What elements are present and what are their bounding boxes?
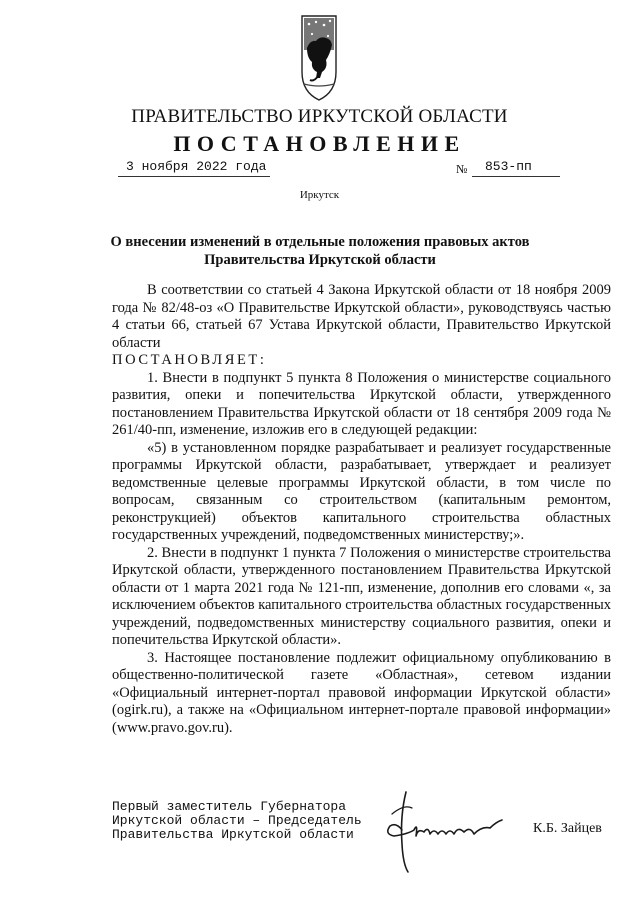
handwritten-signature xyxy=(378,786,508,876)
document-subject: О внесении изменений в отдельные положения правовых актов Правительства Иркутской области xyxy=(110,234,530,268)
date-underline xyxy=(118,176,270,177)
signer-position xyxy=(112,800,362,842)
signer-position-line: Первый заместитель Губернатора xyxy=(112,799,347,814)
item-1-paragraph: 1. Внести в подпункт 5 пункта 8 Положения о министерстве социального развития, опеки и попечительства Иркутской области, утвержденного постановлением Правительства Иркутской области от 18 сентября 2009 года № 261/40-пп, изменение, изложив его в следующей редакции: xyxy=(112,369,611,438)
coat-of-arms-emblem xyxy=(300,14,338,102)
city-name: Иркутск xyxy=(299,189,340,201)
item-3-paragraph: 3. Настоящее постановление подлежит официальному опубликованию в общественно-политической газете «Областная», сетевом издании «Официальный интернет-портал правовой информации Иркутской области» (ogirk.ru), а также на «Официальном интернет-портале правовой информации» (www.pravo.gov.ru). xyxy=(112,649,611,736)
document-date: 3 ноября 2022 года xyxy=(126,159,267,174)
document-number: 853-пп xyxy=(485,159,532,174)
document-body xyxy=(112,282,611,737)
item-2-paragraph: 2. Внести в подпункт 1 пункта 7 Положения о министерстве строительства Иркутской области, утвержденного постановлением Правительства Иркутской области от 1 марта 2021 года № 121-пп, изменение, дополнив его словами «, за исключением объектов капитального строительства областных государственных учреждений, подведомственных министерству социального развития, опеки и попечительства Иркутской области». xyxy=(112,544,611,648)
organization-name: ПРАВИТЕЛЬСТВО ИРКУТСКОЙ ОБЛАСТИ xyxy=(131,106,508,127)
number-underline xyxy=(472,176,560,177)
signer-position-line: Правительства Иркутской области xyxy=(112,827,354,842)
item-1-quote-paragraph: «5) в установленном порядке разрабатывает и реализует государственные программы Иркутской области, разрабатывает, утверждает и реализует ведомственные целевые программы Иркутской области, в том числе по вопросам, связанным со строительством (капитальным ремонтом, реконструкцией) объектов капитального строительства областных государственных учреждений, подведомственных министерству;». xyxy=(112,439,611,543)
decree-heading: ПОСТАНОВЛЯЕТ: xyxy=(112,352,267,368)
preamble-paragraph: В соответствии со статьей 4 Закона Иркутской области от 18 ноября 2009 года № 82/48-оз «О Правительстве Иркутской области», руководствуясь частью 4 статьи 66, статьей 67 Устава Иркутской области, Правительство Иркутской области xyxy=(112,282,611,351)
signer-name: К.Б. Зайцев xyxy=(533,821,602,836)
signer-position-line: Иркутской области – Председатель xyxy=(112,813,362,828)
number-label: № xyxy=(456,162,468,176)
document-type-title: ПОСТАНОВЛЕНИЕ xyxy=(173,131,466,156)
